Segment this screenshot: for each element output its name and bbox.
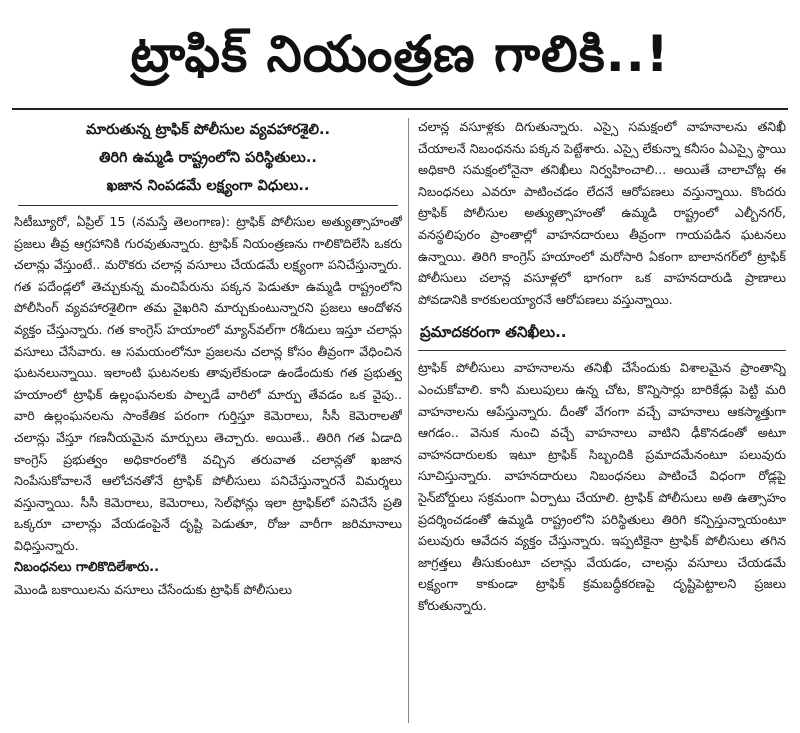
column-divider xyxy=(408,118,409,723)
headline: ట్రాఫిక్ నియంత్రణ గాలికి..! xyxy=(130,25,670,83)
subtitle-rule xyxy=(18,205,398,206)
headline-rule xyxy=(12,108,788,110)
section-heading-dangerous-checks: ప్రమాదకరంగా తనిఖీలు.. xyxy=(420,323,567,342)
article-body-left: సిటీబ్యూరో, ఏప్రిల్ 15 (నమస్తే తెలంగాణ): ట్రాఫిక్ పోలీసుల అత్యుత్సాహంతో ప్రజలు తీవ్ర ఆగ్రహానికి గురవుతున్నారు. ట్రాఫిక్ నియంత్రణను గాలికొదిలేసి ఒకరు చలాన్లు వేస్తుంటే.. మరొకరు చలాన్ల వసూలు చేయడమే లక్ష్యంగా పనిచేస్తున్నారు. గత పదేండ్లలో తెచ్చుకున్న మంచిపేరును పక్కన పెడుతూ ఉమ్మడి రాష్ట్రంలోని పోలీసింగ్ వ్యవహారశైలిగా తమ వైఖరిని మార్చుకుంటున్నారని ప్రజలు ఆందోళన వ్యక్తం చేస్తున్నారు. గత కాంగ్రెస్ హయాంలో మ్యాన్‌వల్‌గా రశీదులు ఇస్తూ చలాన్లు వసూలు చేసేవారు. ఆ సమయంలోనూ ప్రజలను చలాన్ల కోసం తీవ్రంగా వేధించిన ఘటనలున్నాయి. ఇలాంటి ఘటనలకు తావులేకుండా ఉండేందుకు గత ప్రభుత్వ హయాంలో ట్రాఫిక్ ఉల్లంఘనలకు పాల్పడే వారిలో మార్పు తేవడం ఒక వైపు.. వారి ఉల్లంఘనలను సాంకేతిక పరంగా గుర్తిస్తూ కెమెరాలు, సీసీ కెమెరాలతో చలాన్లు వేస్తూ గణనీయమైన మార్పులు తెచ్చారు. అయితే.. తిరిగి గత ఏడాది కాంగ్రెస్ ప్రభుత్వం అధికారంలోకి వచ్చిన తరువాత చలాన్లతో ఖజాన నింపేసుకోవాలనే ఆలోచనతోనే ట్రాఫిక్ పోలీసులు పనిచేస్తున్నారనే విమర్శలు వస్తున్నాయి. సీసీ కెమెరాలు, కెమెరాలు, సెల్‌ఫోన్లు ఇలా ట్రాఫిక్‌లో పనిచేసే ప్రతి ఒక్కరూ చాలాన్లు వేయడంపైనే దృష్టి పెడుతూ, రోజు వారీగా జరిమానాలు విధిస్తున్నారు. xyxy=(14,214,402,553)
section-rule xyxy=(418,350,786,351)
article-body-right-1: చలాన్ల వసూళ్లకు దిగుతున్నారు. ఎస్సై సమక్షంలో వాహనాలను తనిఖీ చేయాలనే నిబంధనను పక్కన పెట్టేశారు. ఎస్సై లేకున్నా కనీసం ఏఎస్సై స్థాయి అధికారి సమక్షంలోనైనా తనిఖీలు నిర్వహించాలి... అయితే చాలాచోట్ల ఈ నిబంధనలు ఎవరూ పాటించడం లేదనే ఆరోపణలు వస్తున్నాయి. కొందరు ట్రాఫిక్ పోలీసుల అత్యుత్సాహంతో ఉమ్మడి రాష్ట్రంలో ఎల్బీనగర్, వనస్థలిపురం ప్రాంతాల్లో వాహనదారులు తీవ్రంగా గాయపడిన ఘటనలు ఉన్నాయి. తిరిగి కాంగ్రెస్ హయాంలో మరోసారి ఏకంగా బాలానగర్‌లో ట్రాఫిక్ పోలీసులు చలాన్ల వసూళ్లలో భాగంగా ఒక వాహనదారుడి ప్రాణాలు పోవడానికి కారకులయ్యారనే ఆరోపణలు వస్తున్నాయి. xyxy=(418,119,786,307)
article-body-right-2: ట్రాఫిక్ పోలీసులు వాహనాలను తనిఖీ చేసేందుకు విశాలమైన ప్రాంతాన్ని ఎంచుకోవాలి. కానీ మలుపులు ఉన్న చోట, కొన్నిసార్లు బారికేడ్లు పెట్టి మరి వాహనాలను ఆపేస్తున్నారు. దీంతో వేగంగా వచ్చే వాహనాలు ఆకస్మాత్తుగా ఆగడం.. వెనుక నుంచి వచ్చే వాహనాలు వాటిని ఢీకొనడంతో అటూ వాహనదారులకు ఇటూ ట్రాఫిక్ సిబ్బందికి ప్రమాదమేనంటూ పలువురు సూచిస్తున్నారు. వాహనదారులు నిబంధనలు పాటించే విధంగా రోడ్లపై సైన్‌బోర్డులు సక్రమంగా ఏర్పాటు చేయాలి. ట్రాఫిక్ పోలీసులు అతి ఉత్సాహం ప్రదర్శించడంతో ఉమ్మడి రాష్ట్రంలోని పరిస్థితులు తిరిగి కన్పిస్తున్నాయంటూ పలువురు ఆవేదన వ్యక్తం చేస్తున్నారు. ఇప్పటికైనా ట్రాఫిక్ పోలీసులు తగిన జాగ్రత్తలు తీసుకుంటూ చలాన్లు వేయడం, చాలన్లు వసూలు చేయడమే లక్ష్యంగా కాకుండా ట్రాఫిక్ క్రమబద్ధీకరణపై దృష్టిపెట్టాలని ప్రజలు కోరుతున్నారు. xyxy=(418,360,786,613)
section-subhead-rules: నిబంధనలు గాలికొదిలేశారు.. xyxy=(14,559,160,575)
subtitle-1: మారుతున్న ట్రాఫిక్ పోలీసుల వ్యవహారశైలి.. xyxy=(86,122,330,138)
subtitle-2: తిరిగి ఉమ్మడి రాష్ట్రంలోని పరిస్థితులు.. xyxy=(99,150,317,166)
left-column xyxy=(14,116,402,728)
article-body-left-tail: మొండి బకాయిలను వసూలు చేసేందుకు ట్రాఫిక్ పోలీసులు xyxy=(14,581,292,597)
right-column xyxy=(418,116,786,728)
subtitle-3: ఖజాన నింపడమే లక్ష్యంగా విధులు.. xyxy=(106,178,310,194)
